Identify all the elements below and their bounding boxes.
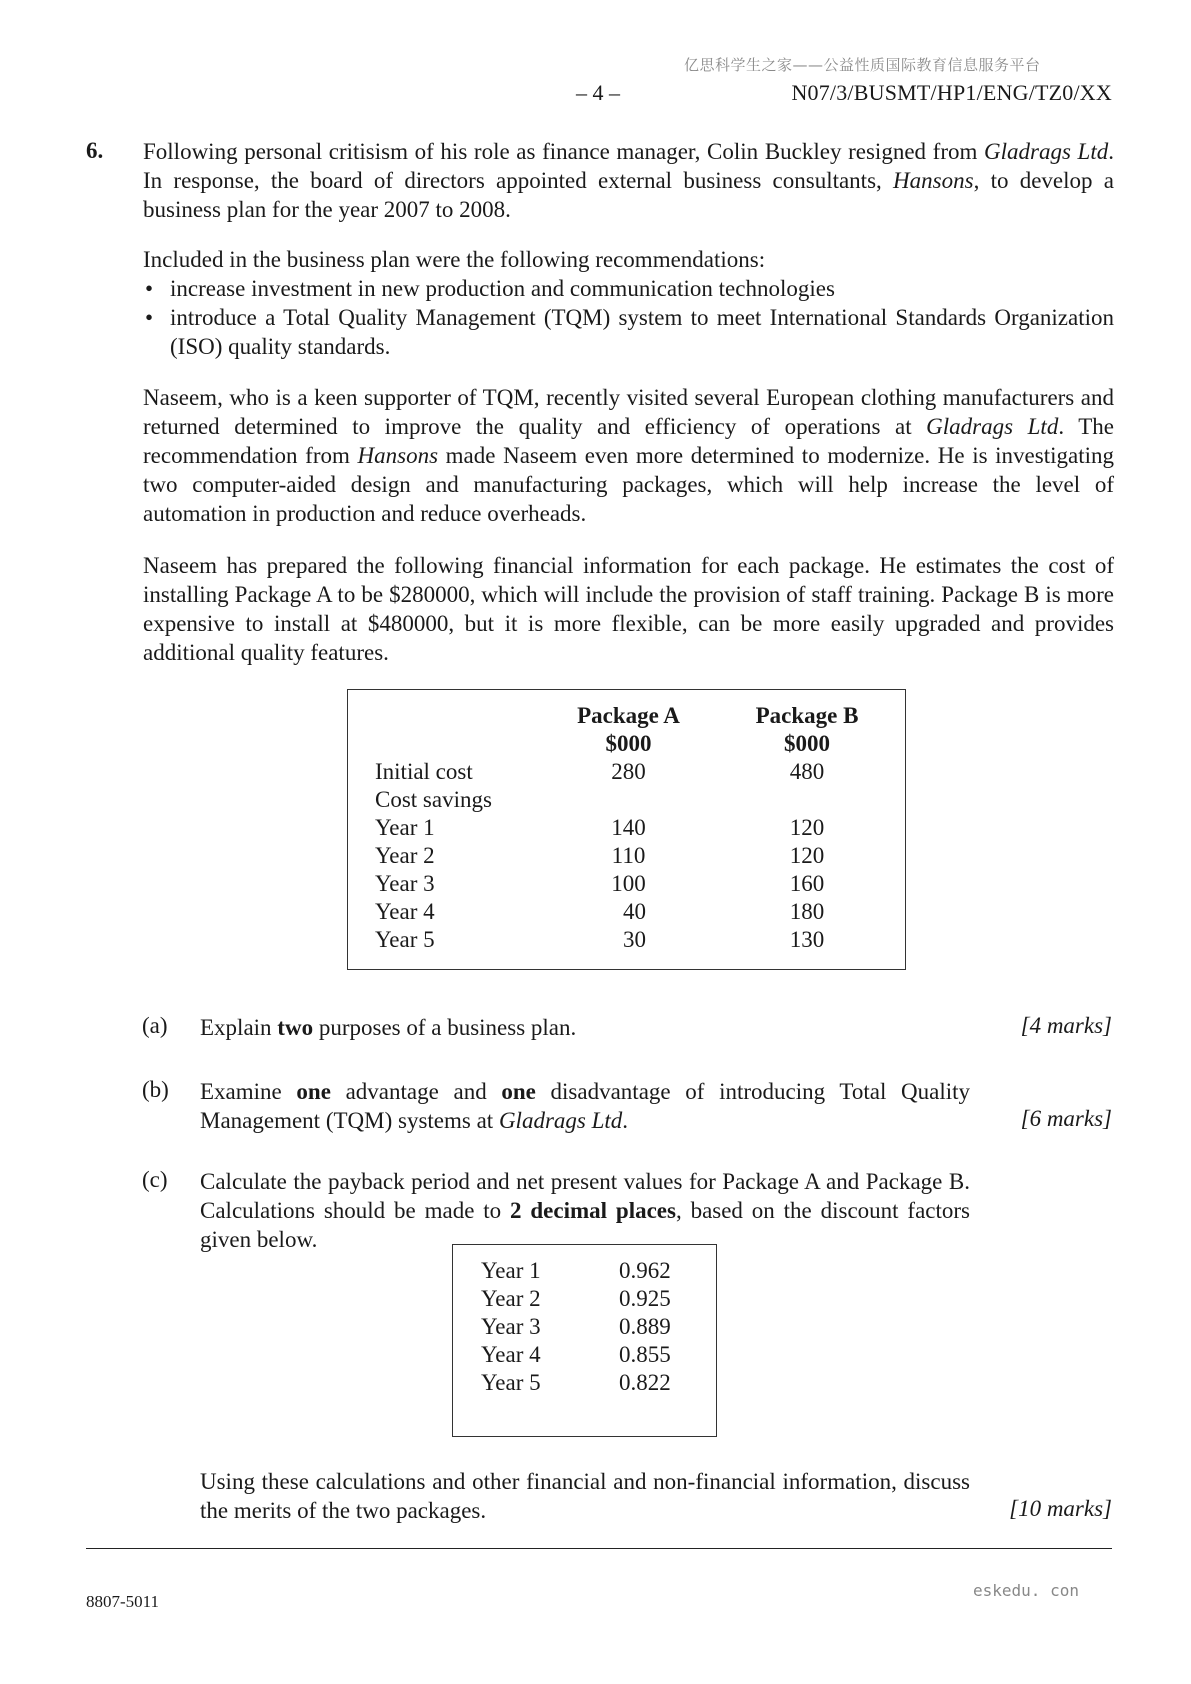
header-watermark: 亿思科学生之家——公益性质国际教育信息服务平台 (684, 56, 1041, 74)
list-item: • increase investment in new production and communication technologies (143, 274, 1114, 303)
header-package-a: Package A (577, 703, 680, 728)
part-a-text: Explain two purposes of a business plan. (200, 1015, 577, 1040)
table-row: Year 1 0.962 (481, 1258, 671, 1283)
footer-divider (86, 1548, 1112, 1549)
table-row: Year 2 110 120 (375, 843, 825, 868)
table-row: Year 4 0.855 (481, 1342, 671, 1367)
part-b-label: (b) (142, 1077, 169, 1102)
recommendations-section (143, 245, 1114, 361)
footer-code: 8807-5011 (86, 1592, 160, 1611)
part-a-marks: [4 marks] (1020, 1013, 1112, 1038)
header-package-b: Package B (755, 703, 859, 728)
package-table (347, 689, 906, 970)
financial-info-paragraph: Naseem has prepared the following financial information for each package. He estimates the cost of installing Package A to be $280000, which will include the provision of staff training. Package B is more expensive to install at $480000, but it is more flexible, can be more easily upgraded and provides additional quality features. (143, 553, 1114, 665)
table-row: Year 5 30 130 (375, 927, 825, 952)
page-number: – 4 – (576, 80, 620, 105)
recommendations-list (143, 274, 1114, 361)
intro-paragraph: Following personal critisism of his role as finance manager, Colin Buckley resigned from Gladrags Ltd. In response, the board of directors appointed external business consultants, Hansons, to develop a business plan for the year 2007 to 2008. (143, 139, 1115, 222)
part-c-text: Calculate the payback period and net present values for Package A and Package B. Calculations should be made to 2 decimal places, based on the discount factors given below. (200, 1169, 970, 1252)
question-number: 6. (86, 138, 104, 163)
discount-factor-table (452, 1244, 717, 1437)
part-b-text: Examine one advantage and one disadvantage of introducing Total Quality Management (TQM) systems at Gladrags Ltd. (200, 1079, 970, 1133)
part-c-marks: [10 marks] (1009, 1496, 1112, 1521)
part-c-label: (c) (142, 1167, 168, 1192)
part-c-closing: Using these calculations and other financial and non-financial information, discuss the merits of the two packages. (200, 1469, 970, 1523)
table-row: Cost savings (375, 787, 492, 812)
list-item: • introduce a Total Quality Management (TQM) system to meet International Standards Organization (ISO) quality standards. (143, 303, 1114, 361)
table-row: Year 5 0.822 (481, 1370, 671, 1395)
table-row: Year 3 0.889 (481, 1314, 671, 1339)
table-row: Year 3 100 160 (375, 871, 825, 896)
recommendations-lead: Included in the business plan were the following recommendations: (143, 247, 766, 272)
table-row: Year 2 0.925 (481, 1286, 671, 1311)
naseem-paragraph: Naseem, who is a keen supporter of TQM, recently visited several European clothing manufacturers and returned determined to improve the quality and efficiency of operations at Gladrags Ltd. The recommendation from Hansons made Naseem even more determined to modernize. He is investigating two computer-aided design and manufacturing packages, which will help increase the level of automation in production and reduce overheads. (143, 385, 1114, 526)
footer-watermark: eskedu. con (973, 1581, 1079, 1600)
table-row: Year 4 40 180 (375, 899, 825, 924)
table-row: Initial cost 280 480 (375, 759, 825, 784)
part-a-label: (a) (142, 1013, 168, 1038)
paper-code: N07/3/BUSMT/HP1/ENG/TZ0/XX (791, 80, 1112, 105)
unit-package-b: $000 (784, 731, 830, 756)
table-row: Year 1 140 120 (375, 815, 825, 840)
unit-package-a: $000 (605, 731, 652, 756)
part-b-marks: [6 marks] (1020, 1106, 1112, 1131)
